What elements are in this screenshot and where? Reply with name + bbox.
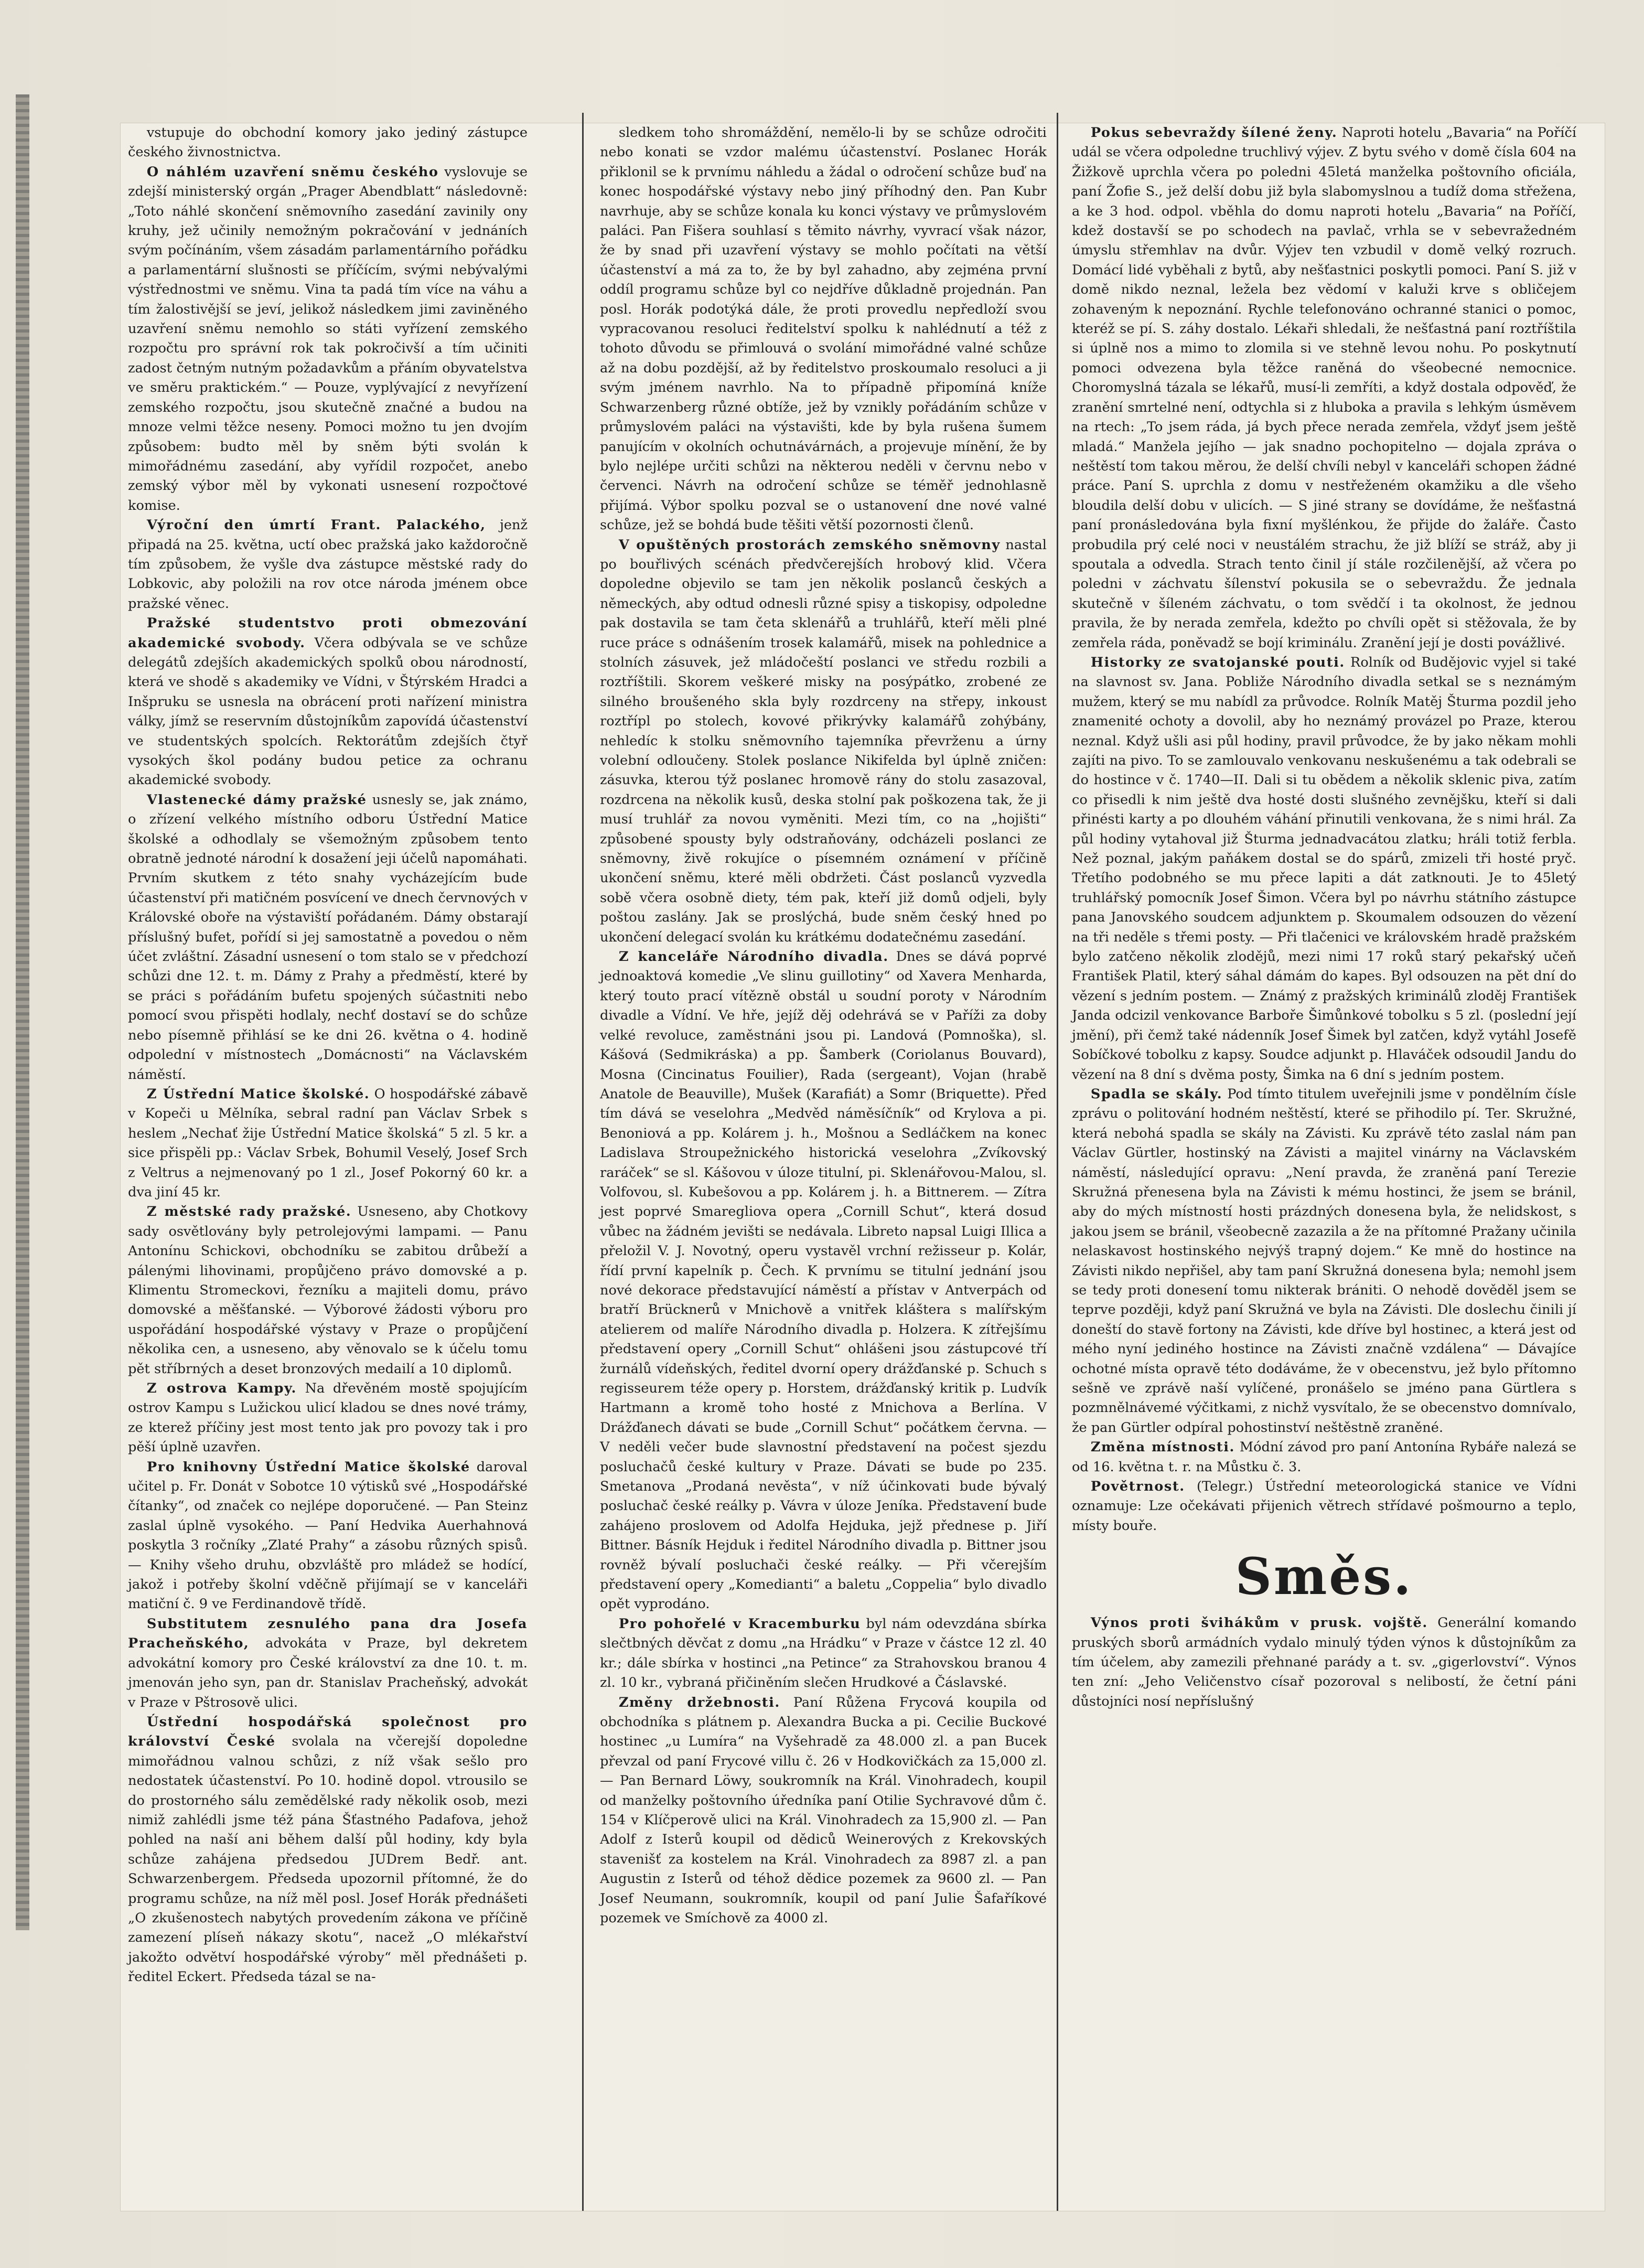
article-text: Módní závod pro paní Antonína Rybáře nalezá se od 16. května t. r. na Můstku č. 3. (1072, 1439, 1577, 1475)
column-right (1065, 123, 1584, 2211)
article-paragraph (128, 1085, 528, 1202)
article-paragraph (1072, 653, 1576, 1085)
article-headline: Ústřední hospodářská společnost pro království České (128, 1714, 528, 1750)
article-text: daroval učitel p. Fr. Donát v Sobotce 10 výtisků své „Hospodářské čítanky“, od značek co nejlépe doporučené. — Pan Steinz zaslal úplně vysokého. — Paní Hedvika Auerhahnová poskytla 3 ročníky „Zlaté Prahy“ a zásobu různých spisů. — Knihy všeho druhu, obzvláště pro mládež se hodící, jakož i potřeby školní vděčně přijímají se v kanceláři matiční č. 9 ve Ferdinandově třídě. (128, 1459, 528, 1612)
article-headline: Z městské rady pražské. (146, 1204, 352, 1220)
article-headline: Z ostrova Kampy. (146, 1381, 297, 1396)
section-heading: Směs. (1235, 1547, 1413, 1607)
article-paragraph (1072, 1085, 1576, 1438)
article-text: Naproti hotelu „Bavaria“ na Poříčí udál se včera odpoledne truchlivý výjev. Z bytu svého v domě čísla 604 na Žižkově uprchla včera po poledni 45letá manželka poštovního oficiála, paní Žofie S., jež delší dobu již byla slabomyslnou a tudíž doma střežena, a ke 3 hod. odpol. vběhla do domu naproti hotelu „Bavaria“ na Poříčí, kdež dostavší se po schodech na pavlač, vrhla se v sebevražedném úmyslu střemhlav na dvůr. Výjev ten vzbudil v domě velký rozruch. Domácí lidé vyběhali z bytů, aby nešťastnici poskytli pomoci. Paní S. již v domě nikdo neznal, ležela bez vědomí v kaluži krve s obličejem zohaveným k nepoznání. Rychle telefonováno ochranné stanici o pomoc, kteréž se pí. S. záhy dostalo. Lékaři shledali, že nešťastná paní roztříštila si úplně nos a mimo to zlomila si ve stehně levou nohu. Po poskytnutí pomoci odvezena byla těžce raněná do všeobecné nemocnice. Choromyslná tázala se lékařů, musí-li zemříti, a když dostala odpověď, že zranění smrtelné není, odtychla si z hluboka a pravila s lehkým úsměvem na rtech: „To jsem ráda, já bych přece nerada zemřela, vždyť jsem ještě mladá.“ Manžela jejího — jak snadno pochopitelno — dojala zpráva o neštěstí tom takou měrou, že delší chvíli nebyl v kanceláři schopen žádné práce. Paní S. uprchla z domu v nestřeženém okamžiku a dle všeho bloudila delší dobu v ulicích. — S jiné strany se dovídáme, že nešťastná paní pronásledována byla fixní myšlénkou, že přijde do žaláře. Často probudila prý celé noci v neustálém strachu, že již blíží se stráž, aby ji spoutala a odvedla. Strach tento činil jí stále rozčilenější, až včera po poledni v záchvatu šílenství pokusila se o sebevraždu. Že jednala skutečně v šíleném záchvatu, o tom svědčí i ta okolnost, že jednou pravila, že by nerada zemřela, kdežto po chvíli opět si stěžovala, že by zemřela ráda, poněvadž se bojí kriminálu. Zranění její je dosti povážlivé. (1072, 125, 1576, 651)
article-paragraph (128, 1713, 528, 1987)
article-text: Na dřevěném mostě spojujícím ostrov Kampu s Lužickou ulicí kladou se dnes nové trámy, ze kterež příčiny jest most tento jak pro povozy tak i pro pěší úplně uzavřen. (128, 1381, 528, 1456)
article-paragraph (128, 1614, 528, 1713)
article-text: vyslovuje se zdejší ministerský orgán „Prager Abendblatt“ následovně: „Toto náhlé skončení sněmovního zasedání zavinily ony kruhy, jež učinily nemožným pokračování v jednáních svým počínáním, všem zásadám parlamentárního pořádku a parlamentární slušnosti se příčícím, svými nebývalými výstřednostmi ve sněmu. Vina ta padá tím více na váhu a tím žalostivější se jeví, jelikož následkem jimi zaviněného uzavření sněmu nemohlo so státi vyřízení zemského rozpočtu pro správní rok tak pokročivší a tím učiniti zadost četným nutným požadavkům a přáním obyvatelstva ve směru praktickém.“ — Pouze, vyplývající z nevyřízení zemského rozpočtu, jsou skutečně značné a budou na mnoze velmi těžce neseny. Pomoci možno tu jen dvojím způsobem: budto měl by sněm býti svolán k mimořádnému zasedání, aby vyřídil rozpočet, anebo zemský výbor měl by vykonati usnesení rozpočtové komise. (128, 164, 528, 513)
article-headline: Z Ústřední Matice školské. (146, 1086, 370, 1102)
article-headline: Povětrnost. (1090, 1479, 1185, 1495)
article-text: Pod tímto titulem uveřejnili jsme v pondělním čísle zprávu o politování hodném neštěstí, které se přihodilo pí. Ter. Skružné, která nebohá spadla se skály na Závisti. Ku zprávě této zaslal nám pan Václav Gürtler, hostinský na Závisti a majitel vinárny na Václavském náměstí, následující opravu: „Není pravda, že zraněná paní Terezie Skružná přenesena byla na Závisti k mému hostinci, že jsem se bránil, aby do mých místností hosti prázdných donesena byla, že nelidskost, s jakou jsem se bránil, všeobecně zazazila a že na přítomné Pražany učinila nelaskavost hostinského nejvýš trapný dojem.“ Ke mně do hostince na Závisti nikdo nepřišel, aby tam paní Skružná donesena byla; nemohl jsem se tedy proti donesení tomu nikterak brániti. O nehodě dověděl jsem se teprve později, když paní Skružná ve byla na Závisti. Dle doslechu činili jí doneští do stavě fortony na Závisti, kde dříve byl hostinec, a která jest od mého nyní jediného hostince na Závisti značně vzdálena“ — Dávajíce ochotné místa opravě této dodáváme, že v obecenstvu, jež bylo přítomno sešně ve zprávě naší vylíčené, pronášelo se jméno pana Gürtlera s pozmnělnávemé výčitkami, z nichž vysvítalo, že se obecenstvo domnívalo, že pan Gürtler odpíral pohostinství neštěstně zraněné. (1072, 1086, 1576, 1436)
article-text: vstupuje do obchodní komory jako jediný zástupce českého živnostnictva. (128, 125, 528, 161)
article-text: byl nám odevzdána sbírka slečtbných děvčat z domu „na Hrádku“ v Praze v částce 12 zl. 40 kr.; dále sbírka v hostinci „na Petince“ za Strahovskou branou 4 zl. 10 kr., vybraná přičiněním slečen Hrudkové a Čáslavské. (600, 1616, 1047, 1691)
article-text: O hospodářské zábavě v Kopeči u Mělníka, sebral radní pan Václav Srbek s heslem „Nechať žije Ústřední Matice školská“ 5 zl. 5 kr. a sice přispěli pp.: Václav Srbek, Bohumil Veselý, Josef Srch z Veltrus a nejmenovaný po 1 zl., Josef Pokorný 60 kr. a dva jiní 45 kr. (128, 1086, 528, 1200)
article-paragraph (1072, 1477, 1576, 1536)
article-text: Usneseno, aby Chotkovy sady osvětlovány byly petrolejovými lampami. — Panu Antonínu Schickovi, obchodníku se zabitou drůbeží a pálenými lihovinami, propůjčeno právo domovské a p. Klimentu Stromeckovi, řezníku a majiteli domu, právo domovské a měšťanské. — Výborové žádosti výboru pro uspořádání hospodářské výstavy v Praze o propůjčení několika cen, a usneseno, aby věnovalo se k účelu tomu pět stříbrných a deset bronzových medailí a 10 diplomů. (128, 1204, 528, 1377)
article-text: sledkem toho shromáždění, nemělo-li by se schůze odročiti nebo konati se vzdor malému účastenství. Poslanec Horák přiklonil se k prvnímu náhledu a žádal o odročení schůze buď na konec hospodářské výstavy nebo jiný příhodný den. Pan Kubr navrhuje, aby se schůze konala ku konci výstavy ve průmyslovém paláci. Pan Fišera souhlasí s těmito návrhy, vyvrací však názor, že by snad při uzavření výstavy se mohlo počítati na větší účastenství a má za to, že by byl zahadno, aby zejména první oddíl programu schůze byl co nejdříve důkladně projednán. Pan posl. Horák podotýká dále, že proti provedlu nepředloží svou vypracovanou resoluci ředitelství spolku k nahlédnutí a též z tohoto důvodu se přimlouvá o svolání mimořádné valné schůze až na dobu pozdější, až by ředitelstvo proskoumalo resoluci a ji svým jménem navrhlo. Na to případně připomíná kníže Schwarzenberg různé obtíže, jež by vznikly pořádáním schůze v průmyslovém paláci na výstavišti, kde by byla rušena šumem panujícím v okolních ochutnávárnách, a projevuje mínění, že by bylo nejlépe určiti schůzi na některou neděli v červnu nebo v červenci. Návrh na odročení schůze se téměř jednohlasně přijímá. Výbor spolku pozval se o ustanovení dne nové valné schůze, jež se bohdá bude těšiti větší pozornosti členů. (600, 125, 1047, 533)
article-headline: Pražské studentstvo proti obmezování akademické svobody. (128, 615, 528, 651)
article-headline: Změny držebnosti. (618, 1694, 780, 1710)
article-headline: Pro knihovny Ústřední Matice školské (146, 1459, 470, 1475)
article-headline: Historky ze svatojanské pouti. (1090, 654, 1345, 670)
article-paragraph (128, 790, 528, 1085)
article-headline: Výroční den úmrtí Frant. Palackého, (146, 517, 486, 533)
article-text: Dnes se dává poprvé jednoaktová komedie „Ve slinu guillotiny“ od Xavera Menharda, který touto prací vítězně obstál u soudní poroty v Národním divadle a Vídní. Ve hře, jejíž děj odehrává se v Paříži za doby velké revoluce, zaměstnáni jsou pi. Landová (Pomnoška), sl. Kášová (Sedmikráska) a pp. Šamberk (Coriolanus Bouvard), Mosna (Cincinatus Fouilier), Rada (sergeant), Vojan (hrabě Anatole de Beauville), Mušek (Karafiát) a Somr (Briquette). Před tím dává se veselohra „Medvěd náměsíčník“ od Krylova a pi. Benoniová a pp. Kolárem j. h., Mošnou a Sedláčkem na konec Ladislava Stroupežnického historická veselohra „Zvíkovský raráček“ se sl. Kášovou v úloze titulní, pi. Sklenářovou-Malou, sl. Volfovou, sl. Kubešovou a pp. Kolárem j. h. a Bittnerem. — Zítra jest poprvé Smaregliova opera „Cornill Schut“, která dosud vůbec na žádném jevišti se nedávala. Libreto napsal Luigi Illica a přeložil V. J. Novotný, operu vystavěl vrchní režisseur p. Kolár, řídí první kapelník p. Čech. K prvnímu se titulní jednání jsou nové dekorace představující náměstí a přístav v Antverpách od bratří Brücknerů v Mnichově a vnitřek kláštera s malířským atelierem od malíře Národního divadla p. Holzera. K zítřejšímu představení opery „Cornill Schut“ ohlášeni jsou zástupcové tří žurnálů vídeňských, ředitel dvorní opery drážďanské p. Schuch s regisseurem téže opery p. Horstem, drážďanský kritik p. Ludvík Hartmann a kromě toho hosté z Mnichova a Berlína. V Drážďanech dávati se bude „Cornill Schut“ počátkem června. — V neděli večer bude slavnostní představení na počest sjezdu posluchačů české kultury v Praze. Dávati se bude po 235. Smetanova „Prodaná nevěsta“, v níž účinkovati bude bývalý posluchač české reálky p. Vávra v úloze Jeníka. Představení bude zahájeno proslovem od Adolfa Hejduka, jejž přednese p. Jiří Bittner. Básník Hejduk i ředitel Národního divadla p. Bittner jsou rovněž bývalí posluchači české reálky. — Při včerejším představení opery „Komedianti“ a baletu „Coppelia“ bylo divadlo opět vyprodáno. (600, 949, 1047, 1612)
article-paragraph (600, 1614, 1047, 1693)
article-headline: Pro pohořelé v Kracemburku (618, 1616, 861, 1632)
column-left (121, 123, 535, 2211)
article-paragraph (600, 123, 1047, 536)
article-headline: O náhlém uzavření sněmu českého (146, 164, 439, 180)
article-headline: Výnos proti švihákům v prusk. vojště. (1090, 1615, 1428, 1631)
newspaper-page (121, 123, 1605, 2211)
article-headline: Substitutem zesnulého pana dra Josefa Pracheňského, (128, 1616, 528, 1652)
article-paragraph (128, 163, 528, 516)
article-text: svolala na včerejší dopoledne mimořádnou valnou schůzi, z níž však sešlo pro nedostatek účastenství. Po 10. hodině dopol. vtrousilo se do prostorného sálu zemědělské rady několik osob, mezi nimiž zahlédli jsme též pána Šťastného Padafova, jehož pohled na naší ani během další půl hodiny, kdy byla schůze zahájena předsedou JUDrem Bedř. ant. Schwarzenbergem. Předseda upozornil přítomné, že do programu schůze, na níž měl posl. Josef Horák přednášeti „O zkušenostech nabytých provedením zákona ve příčině zamezení plíseň nákazy skotu“, nacež „O mlékařství jakožto odvětví hospodářské výroby“ měl přednášeti p. ředitel Eckert. Předseda tázal se na- (128, 1734, 528, 1985)
article-text: Včera odbývala se ve schůze delegátů zdejších akademických spolků obou národností, která ve shodě s akademiky ve Vídni, v Štýrském Hradci a Inšpruku se usnesla na obrácení proti nařízení ministra války, jímž se reservním důstojníkům zapovídá účastenství ve studentských spolcích. Rektorátům zdejších čtyř vysokých škol podány budou petice za ochranu akademické svobody. (128, 635, 528, 788)
article-paragraph (1072, 123, 1576, 653)
article-text: usnesly se, jak známo, o zřízení velkého místního odboru Ústřední Matice školské a odhodlaly se všemožným způsobem tento obratně jednoté národní k dosažení jeji účelů napomáhati. Prvním skutkem z této snahy vycházejícím bude účastenství při matičném posvícení ve dnech červnových v Královské oboře na výstaviští pořádaném. Dámy obstarají příslušný bufet, pořídí si jej samostatně a povedou o něm účet zvláštní. Zásadní usnesení o tom stalo se v předchozí schůzi dne 12. t. m. Dámy z Prahy a předměstí, které by se práci s pořádáním bufetu spojených súčastniti nebo pomocí svou přispěti hodlaly, nechť dostaví se do schůze nebo písemně přihlásí se ke dni 26. května o 4. hodině odpolední v místnostech „Domácnosti“ na Václavském náměstí. (128, 791, 528, 1083)
article-paragraph (128, 516, 528, 614)
binding-edge (16, 94, 29, 1930)
article-paragraph (128, 1458, 528, 1614)
article-paragraph (600, 947, 1047, 1614)
column-divider (1057, 113, 1058, 2211)
article-paragraph (600, 536, 1047, 948)
column-divider (582, 113, 584, 2211)
article-headline: Změna místnosti. (1090, 1439, 1235, 1456)
article-paragraph (1072, 1613, 1576, 1711)
article-paragraph (600, 1693, 1047, 1929)
article-paragraph (128, 123, 528, 163)
article-text: Paní Růžena Frycová koupila od obchodníka s plátnem p. Alexandra Bucka a pi. Cecilie Buckové hostinec „u Lumíra“ na Vyšehradě za 48.000 zl. a pan Bucek převzal od paní Frycové villu č. 26 v Hodkovičkách za 15,000 zl. — Pan Bernard Löwy, soukromník na Král. Vinohradech, koupil od manželky poštovního úředníka paní Otilie Sychravové dům č. 154 v Klíčperově ulici na Král. Vinohradech za 15,900 zl. — Pan Adolf z Isterů koupil od dědiců Weinerových z Krekovských stavenišť za kostelem na Král. Vinohradech za 8987 zl. a pan Augustin z Isterů od téhož dědice pozemek za 9600 zl. — Pan Josef Neumann, soukromník, koupil od paní Julie Šafaříkové pozemek ve Smíchově za 4000 zl. (600, 1694, 1047, 1926)
article-headline: V opuštěných prostorách zemského sněmovny (618, 537, 1001, 553)
article-headline: Z kanceláře Národního divadla. (618, 949, 889, 965)
article-paragraph (1072, 1438, 1576, 1477)
article-paragraph (128, 614, 528, 790)
article-paragraph (128, 1379, 528, 1458)
article-headline: Spadla se skály. (1090, 1086, 1223, 1102)
article-text: jenž připadá na 25. května, uctí obec pražská jako každoročně tím způsobem, že vyšle dva zástupce městské rady do Lobkovic, aby položili na rov otce národa jménem obce pražské věnec. (128, 517, 528, 612)
article-text: nastal po bouřlivých scénách předvčerejších hrobový klid. Včera dopoledne objevilo se tam jen několik poslanců českých a německých, aby odtud odnesli různé spisy a tiskopisy, odpoledne pak dostavila se tam četa sklenářů a truhlářů, kteří měli plné ruce práce s odnášením trosek kalamářů, misek na pohlednice a stolních zásuvek, jež mládočeští poslanci ve středu rozbili a roztříštili. Skorem veškeré misky na posýpátko, zrobené ze silného broušeného skla byly rozdrceny na střepy, inkoust roztřípl po stolech, kovové přikrývky kalamářů zohýbány, nehledíc k stolku sněmovního tajemníka převrženu a úrny volební odloučeny. Stolek poslance Nikifelda byl úplně zničen: zásuvka, kterou týž poslanec hromově rány do stolu zasazoval, rozdrcena na několik kusů, deska stolní pak poškozena tak, že ji musí truhlář za novou vyměniti. Mezi tím, co na „hojišti“ způsobené spousty byly odstraňovány, odcházeli poslanci ze sněmovny, živě rokujíce o písemném oznámení v příčině ukončení sněmu, které měli obdržeti. Část poslanců vyzvedla sobě včera osobně diety, tém pak, kteří již domů odjeli, byly poštou zaslány. Jak se proslýchá, bude sněm český hned po ukončení delegací svolán ku krátkému dodatečnému zasedání. (600, 537, 1047, 945)
article-text: Rolník od Budějovic vyjel si také na slavnost sv. Jana. Pobliže Národního divadla setkal se s neznámým mužem, který se mu nabídl za průvodce. Rolník Matěj Šturma pozdil jeho znamenité ochoty a dovolil, aby ho neznámý provázel po Praze, kterou neznal. Když ušli asi půl hodiny, pravil průvodce, že by jako někam mohli zajíti na pivo. To se zamlouvalo venkovanu neskušenému a tak odebrali se do hostince v č. 1740—II. Dali si tu obědem a několik sklenic piva, zatím co přisedli k nim ještě dva hosté dosti slušného zevnějšku, kteří si dali přinésti karty a po dlouhém váhání přinutili venkovana, že s nimi hrál. Za půl hodiny vytahoval již Šturma jednadvacátou zlatku; hráli totiž ferbla. Než poznal, jakým paňákem dostal se do spárů, zmizeli tři hosté pryč. Třetího podobného se mu přece lapiti a dát zatknouti. Je to 45letý truhlářský pomocník Josef Šimon. Včera byl po návrhu státního zástupce pana Janovského soudcem adjunktem p. Skoumalem odsouzen do vězení na tři neděle s třemi posty. — Při tlačenici ve královském hradě pražském bylo zatčeno několik zlodějů, mezi nimi 17 roků starý pekařský učeň František Platil, který sáhal dámám do kapes. Byl odsouzen na pět dní do vězení s jedním postem. — Známý z pražských kriminálů zloděj František Janda odcizil venkovance Barboře Šimůnkové tobolku s 5 zl. (poslední její jmění), při čemž také nádenník Josef Šimek byl zatčen, když vytáhl Josefě Sobíčkové tobolku z kapsy. Soudce adjunkt p. Hlaváček odsoudil Jandu do vězení na 8 dní s dvěma posty, Šimka na 6 dní s jedním postem. (1072, 654, 1576, 1083)
article-headline: Pokus sebevraždy šílené ženy. (1090, 125, 1338, 141)
article-text: Generální komando pruských sborů armádních vydalo minulý týden výnos k důstojníkům za tím účelem, aby zamezili přehnané parády a t. sv. „gigerlovství“. Výnos ten zní: „Jeho Veličenstvo císař pozoroval s nelibostí, že četní páni důstojníci nosí nepříslušný (1072, 1615, 1576, 1709)
article-headline: Vlastenecké dámy pražské (146, 791, 367, 808)
article-text: (Telegr.) Ústřední meteorologická stanice ve Vídni oznamuje: Lze očekávati přijenich větrech střídavé pošmourno a teplo, místy bouře. (1072, 1479, 1576, 1534)
article-text: advokáta v Praze, byl dekretem advokátní komory pro České království za dne 10. t. m. jmenován jeho syn, pan dr. Stanislav Pracheňský, advokát v Praze v Pštrosově ulici. (128, 1635, 528, 1710)
column-middle (593, 123, 1054, 2211)
article-paragraph (128, 1202, 528, 1379)
